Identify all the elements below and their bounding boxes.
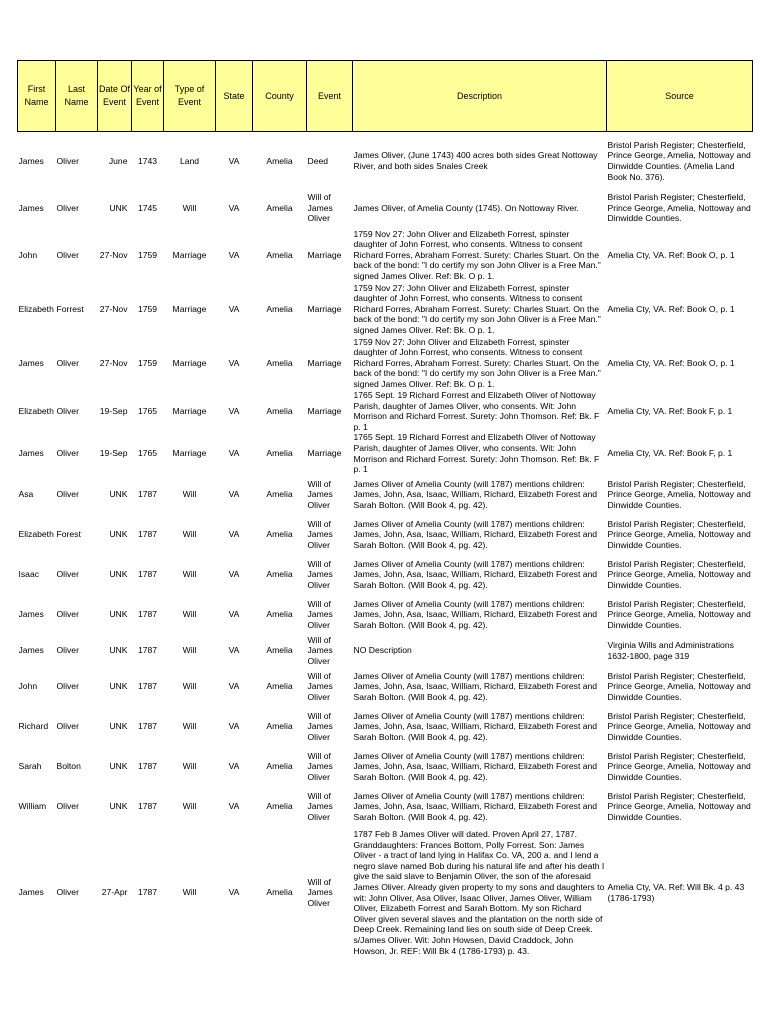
cell-description: James Oliver of Amelia County (will 1787) mentions children: James, John, Asa, Isaac, William, Richard, Elizabeth Forest and Sarah Bolton. (Will Book 4, pg. 42). — [353, 598, 598, 631]
cell-first-name: John — [18, 249, 38, 260]
cell-event: Will of James Oliver — [307, 558, 333, 591]
cell-description: James Oliver of Amelia County (will 1787) mentions children: James, John, Asa, Isaac, William, Richard, Elizabeth Forest and Sarah Bolton. (Will Book 4, pg. 42). — [353, 790, 598, 822]
header-event: Event — [307, 61, 353, 132]
table-row — [18, 515, 753, 555]
cell-source: Bristol Parish Register; Chesterfield, Prince George, Amelia, Nottoway and Dinwidde Counties. — [607, 518, 751, 551]
cell-source: Bristol Parish Register; Chesterfield, Prince George, Amelia, Nottoway and Dinwidde Counties. — [607, 192, 751, 224]
table-row — [18, 390, 753, 432]
cell-source: Amelia Cty, VA. Ref: Will Bk. 4 p. 43 (1786-1793) — [607, 881, 745, 903]
cell-county: Amelia — [266, 357, 293, 368]
cell-event: Will of James Oliver — [307, 518, 333, 551]
table-row — [18, 134, 753, 188]
cell-year-of-event: 1765 — [137, 405, 158, 416]
table-row — [18, 475, 753, 515]
cell-description: James Oliver of Amelia County (will 1787) mentions children: James, John, Asa, Isaac, William, Richard, Elizabeth Forest and Sarah Bolton. (Will Book 4, pg. 42). — [353, 670, 598, 702]
table-row — [18, 432, 753, 474]
cell-date-of-event: UNK — [109, 645, 128, 656]
cell-year-of-event: 1787 — [137, 489, 158, 500]
cell-last-name: Forest — [56, 529, 81, 540]
cell-event: Will of James Oliver — [307, 192, 333, 224]
cell-last-name: Oliver — [56, 887, 79, 898]
cell-type-of-event: Will — [182, 761, 197, 772]
spreadsheet — [17, 60, 752, 959]
cell-description: NO Description — [353, 645, 412, 656]
cell-last-name: Oliver — [56, 202, 79, 213]
cell-description: James Oliver of Amelia County (will 1787) mentions children: James, John, Asa, Isaac, William, Richard, Elizabeth Forest and Sarah Bolton. (Will Book 4, pg. 42). — [353, 750, 598, 782]
table-row — [18, 555, 753, 595]
table-row — [18, 787, 753, 827]
cell-county: Amelia — [266, 681, 293, 692]
cell-county: Amelia — [266, 887, 293, 898]
cell-type-of-event: Will — [182, 529, 197, 540]
cell-type-of-event: Will — [182, 801, 197, 812]
table-row — [18, 707, 753, 747]
cell-state: VA — [228, 529, 240, 540]
cell-description: James Oliver, of Amelia County (1745). On Nottoway River. — [353, 202, 579, 213]
cell-date-of-event: UNK — [109, 569, 128, 580]
cell-year-of-event: 1787 — [137, 681, 158, 692]
cell-source: Amelia Cty, VA. Ref: Book O, p. 1 — [607, 357, 735, 368]
cell-county: Amelia — [266, 155, 293, 166]
cell-state: VA — [228, 761, 240, 772]
cell-source: Virginia Wills and Administrations 1632-1800, page 319 — [607, 640, 734, 661]
cell-county: Amelia — [266, 303, 293, 314]
cell-first-name: James — [18, 202, 44, 213]
cell-event: Will of James Oliver — [307, 670, 333, 702]
cell-source: Amelia Cty, VA. Ref: Book F, p. 1 — [607, 448, 733, 459]
cell-date-of-event: UNK — [109, 489, 128, 500]
cell-last-name: Oliver — [56, 489, 79, 500]
cell-county: Amelia — [266, 609, 293, 620]
cell-last-name: Oliver — [56, 155, 79, 166]
cell-source: Amelia Cty, VA. Ref: Book O, p. 1 — [607, 249, 735, 260]
cell-year-of-event: 1787 — [137, 887, 158, 898]
cell-source: Bristol Parish Register; Chesterfield, Prince George, Amelia, Nottoway and Dinwidde Counties. (Amelia Land Book No. 376). — [607, 139, 751, 182]
cell-last-name: Forrest — [56, 303, 84, 314]
cell-type-of-event: Will — [182, 645, 197, 656]
cell-first-name: Isaac — [18, 569, 40, 580]
cell-county: Amelia — [266, 721, 293, 732]
cell-year-of-event: 1787 — [137, 569, 158, 580]
table-body — [18, 132, 753, 959]
cell-type-of-event: Will — [182, 489, 197, 500]
cell-last-name: Oliver — [56, 357, 79, 368]
cell-event: Will of James Oliver — [307, 710, 333, 742]
header-county: County — [253, 61, 307, 132]
cell-type-of-event: Will — [182, 569, 197, 580]
table-row — [18, 635, 753, 667]
cell-type-of-event: Will — [182, 609, 197, 620]
cell-last-name: Oliver — [56, 448, 79, 459]
cell-year-of-event: 1787 — [137, 645, 158, 656]
header-source: Source — [607, 61, 753, 132]
table-row — [18, 188, 753, 228]
cell-source: Bristol Parish Register; Chesterfield, Prince George, Amelia, Nottoway and Dinwidde Counties. — [607, 670, 751, 702]
cell-date-of-event: 27-Nov — [99, 249, 128, 260]
cell-year-of-event: 1765 — [137, 448, 158, 459]
cell-year-of-event: 1759 — [137, 303, 158, 314]
cell-state: VA — [228, 609, 240, 620]
cell-state: VA — [228, 303, 240, 314]
cell-description: 1765 Sept. 19 Richard Forrest and Elizabeth Oliver of Nottoway Parish, daughter of James Oliver, who consents. Wit: John Morrison and Richard Forrest. Surety: John Thomson. Ref: Bk. F p. 1 — [353, 390, 600, 432]
cell-date-of-event: June — [108, 155, 128, 166]
cell-year-of-event: 1745 — [137, 202, 158, 213]
cell-last-name: Oliver — [56, 569, 79, 580]
cell-county: Amelia — [266, 761, 293, 772]
cell-county: Amelia — [266, 448, 293, 459]
cell-year-of-event: 1743 — [137, 155, 158, 166]
cell-state: VA — [228, 721, 240, 732]
cell-type-of-event: Land — [179, 155, 200, 166]
cell-source: Bristol Parish Register; Chesterfield, Prince George, Amelia, Nottoway and Dinwidde Counties. — [607, 598, 751, 631]
cell-state: VA — [228, 681, 240, 692]
cell-date-of-event: UNK — [109, 202, 128, 213]
cell-last-name: Oliver — [56, 405, 79, 416]
cell-county: Amelia — [266, 249, 293, 260]
cell-event: Will of James Oliver — [307, 634, 333, 666]
cell-event: Marriage — [307, 405, 342, 416]
cell-county: Amelia — [266, 529, 293, 540]
cell-date-of-event: 19-Sep — [99, 405, 128, 416]
records-table — [17, 60, 753, 959]
cell-last-name: Bolton — [56, 761, 81, 772]
header-state: State — [216, 61, 253, 132]
cell-year-of-event: 1787 — [137, 801, 158, 812]
cell-last-name: Oliver — [56, 645, 79, 656]
cell-last-name: Oliver — [56, 681, 79, 692]
cell-source: Bristol Parish Register; Chesterfield, Prince George, Amelia, Nottoway and Dinwidde Counties. — [607, 710, 751, 742]
cell-date-of-event: 19-Sep — [99, 448, 128, 459]
cell-first-name: Elizabeth — [18, 405, 54, 416]
cell-first-name: Richard — [18, 721, 49, 732]
cell-first-name: Elizabeth — [18, 529, 54, 540]
cell-source: Bristol Parish Register; Chesterfield, Prince George, Amelia, Nottoway and Dinwidde Counties. — [607, 558, 751, 591]
cell-state: VA — [228, 357, 240, 368]
cell-event: Deed — [307, 155, 329, 166]
cell-description: 1759 Nov 27: John Oliver and Elizabeth Forrest, spinster daughter of John Forrest, who consents. Witness to consent Richard Forres, Abraham Forrest. Surety: Charles Stuart. On the back of the bond: "I do certify my son John Oliver is a Free Man." signed James Oliver. Ref: Bk. O p. 1. — [353, 336, 601, 389]
cell-year-of-event: 1787 — [137, 529, 158, 540]
cell-date-of-event: UNK — [109, 529, 128, 540]
cell-county: Amelia — [266, 202, 293, 213]
table-row — [18, 228, 753, 282]
cell-type-of-event: Marriage — [172, 303, 207, 314]
cell-date-of-event: 27-Nov — [99, 357, 128, 368]
cell-state: VA — [228, 202, 240, 213]
cell-first-name: James — [18, 448, 44, 459]
cell-first-name: James — [18, 887, 44, 898]
cell-type-of-event: Will — [182, 887, 197, 898]
cell-state: VA — [228, 489, 240, 500]
cell-last-name: Oliver — [56, 721, 79, 732]
cell-date-of-event: 27-Nov — [99, 303, 128, 314]
cell-description: 1759 Nov 27: John Oliver and Elizabeth Forrest, spinster daughter of John Forrest, who consents. Witness to consent Richard Forres, Abraham Forrest. Surety: Charles Stuart. On the back of the bond: "I do certify my son John Oliver is a Free Man." signed James Oliver. Ref: Bk. O p. 1. — [353, 282, 601, 335]
cell-description: James Oliver, (June 1743) 400 acres both sides Great Nottoway River, and both sides Snales Creek — [353, 150, 598, 171]
cell-description: 1759 Nov 27: John Oliver and Elizabeth Forrest, spinster daughter of John Forrest, who consents. Witness to consent Richard Forres, Abraham Forrest. Surety: Charles Stuart. On the back of the bond: "I do certify my son John Oliver is a Free Man." signed James Oliver. Ref: Bk. O p. 1. — [353, 228, 601, 281]
cell-event: Marriage — [307, 357, 342, 368]
cell-date-of-event: UNK — [109, 609, 128, 620]
cell-event: Marriage — [307, 249, 342, 260]
cell-event: Will of James Oliver — [307, 478, 333, 511]
cell-year-of-event: 1787 — [137, 721, 158, 732]
cell-state: VA — [228, 448, 240, 459]
cell-type-of-event: Marriage — [172, 357, 207, 368]
cell-year-of-event: 1759 — [137, 249, 158, 260]
cell-description: James Oliver of Amelia County (will 1787) mentions children: James, John, Asa, Isaac, William, Richard, Elizabeth Forest and Sarah Bolton. (Will Book 4, pg. 42). — [353, 558, 598, 591]
cell-date-of-event: UNK — [109, 801, 128, 812]
cell-event: Marriage — [307, 303, 342, 314]
cell-description: James Oliver of Amelia County (will 1787) mentions children: James, John, Asa, Isaac, William, Richard, Elizabeth Forest and Sarah Bolton. (Will Book 4, pg. 42). — [353, 710, 598, 742]
cell-county: Amelia — [266, 569, 293, 580]
cell-state: VA — [228, 801, 240, 812]
cell-first-name: James — [18, 609, 44, 620]
cell-first-name: James — [18, 357, 44, 368]
table-row — [18, 595, 753, 635]
cell-first-name: James — [18, 645, 44, 656]
cell-first-name: Sarah — [18, 761, 42, 772]
cell-last-name: Oliver — [56, 609, 79, 620]
header-year-of-event: Year of Event — [132, 61, 164, 132]
table-row — [18, 336, 753, 390]
cell-event: Will of James Oliver — [307, 876, 333, 908]
cell-event: Will of James Oliver — [307, 790, 333, 822]
cell-event: Will of James Oliver — [307, 598, 333, 631]
cell-source: Amelia Cty, VA. Ref: Book O, p. 1 — [607, 303, 735, 314]
cell-event: Marriage — [307, 448, 342, 459]
cell-first-name: Asa — [18, 489, 34, 500]
cell-county: Amelia — [266, 405, 293, 416]
cell-source: Amelia Cty, VA. Ref: Book F, p. 1 — [607, 405, 733, 416]
header-last-name: Last Name — [56, 61, 98, 132]
cell-date-of-event: 27-Apr — [101, 887, 128, 898]
cell-description: 1787 Feb 8 James Oliver will dated. Proven April 27, 1787. Granddaughters: Frances Bottom, Polly Forrest. Son: James Oliver - a tract of land lying in Halifax Co. VA, 200 a. and I lend a negro slave named Bob during his natural life and after his death I give the said slave to Benjamin Oliver, the son of the aforesaid James Oliver. Already given property to my sons and daughters to wit: John Oliver, Asa Oliver, Isaac Oliver, James Oliver, William Oliver, Elizabeth Forrest and Sarah Bottom. My son Richard Oliver given several slaves and the plantation on the north side of Deep Creek. Remaining land lies on south side of Deep Creek. s/James Oliver. Wit: John Howsen, David Craddock, John Howson, Jr. REF: Will Bk 4 (1786-1793) p. 43. — [353, 828, 605, 956]
cell-year-of-event: 1787 — [137, 609, 158, 620]
cell-first-name: Elizabeth — [18, 303, 54, 314]
cell-last-name: Oliver — [56, 249, 79, 260]
table-row — [18, 827, 753, 959]
cell-state: VA — [228, 405, 240, 416]
cell-state: VA — [228, 569, 240, 580]
table-row — [18, 282, 753, 336]
cell-description: James Oliver of Amelia County (will 1787) mentions children: James, John, Asa, Isaac, William, Richard, Elizabeth Forest and Sarah Bolton. (Will Book 4, pg. 42). — [353, 518, 598, 551]
cell-type-of-event: Will — [182, 721, 197, 732]
header-first-name: First Name — [18, 61, 56, 132]
cell-date-of-event: UNK — [109, 721, 128, 732]
header-row — [18, 61, 753, 132]
cell-date-of-event: UNK — [109, 681, 128, 692]
cell-state: VA — [228, 645, 240, 656]
header-type-of-event: Type of Event — [164, 61, 216, 132]
header-date-of-event: Date Of Event — [98, 61, 132, 132]
cell-date-of-event: UNK — [109, 761, 128, 772]
cell-state: VA — [228, 887, 240, 898]
cell-source: Bristol Parish Register; Chesterfield, Prince George, Amelia, Nottoway and Dinwidde Counties. — [607, 750, 751, 782]
cell-county: Amelia — [266, 801, 293, 812]
cell-event: Will of James Oliver — [307, 750, 333, 782]
cell-first-name: James — [18, 155, 44, 166]
cell-source: Bristol Parish Register; Chesterfield, Prince George, Amelia, Nottoway and Dinwidde Counties. — [607, 790, 751, 822]
cell-type-of-event: Marriage — [172, 448, 207, 459]
cell-state: VA — [228, 155, 240, 166]
cell-county: Amelia — [266, 645, 293, 656]
cell-county: Amelia — [266, 489, 293, 500]
cell-last-name: Oliver — [56, 801, 79, 812]
cell-year-of-event: 1787 — [137, 761, 158, 772]
cell-type-of-event: Marriage — [172, 405, 207, 416]
cell-type-of-event: Will — [182, 681, 197, 692]
cell-year-of-event: 1759 — [137, 357, 158, 368]
cell-type-of-event: Will — [182, 202, 197, 213]
cell-source: Bristol Parish Register; Chesterfield, Prince George, Amelia, Nottoway and Dinwidde Counties. — [607, 478, 751, 511]
table-row — [18, 747, 753, 787]
cell-state: VA — [228, 249, 240, 260]
cell-description: 1765 Sept. 19 Richard Forrest and Elizabeth Oliver of Nottoway Parish, daughter of James Oliver, who consents. Wit: John Morrison and Richard Forrest. Surety: John Thomson. Ref: Bk. F p. 1 — [353, 432, 600, 475]
cell-type-of-event: Marriage — [172, 249, 207, 260]
cell-description: James Oliver of Amelia County (will 1787) mentions children: James, John, Asa, Isaac, William, Richard, Elizabeth Forest and Sarah Bolton. (Will Book 4, pg. 42). — [353, 478, 598, 511]
table-row — [18, 667, 753, 707]
header-description: Description — [353, 61, 607, 132]
cell-first-name: John — [18, 681, 38, 692]
cell-first-name: William — [18, 801, 47, 812]
